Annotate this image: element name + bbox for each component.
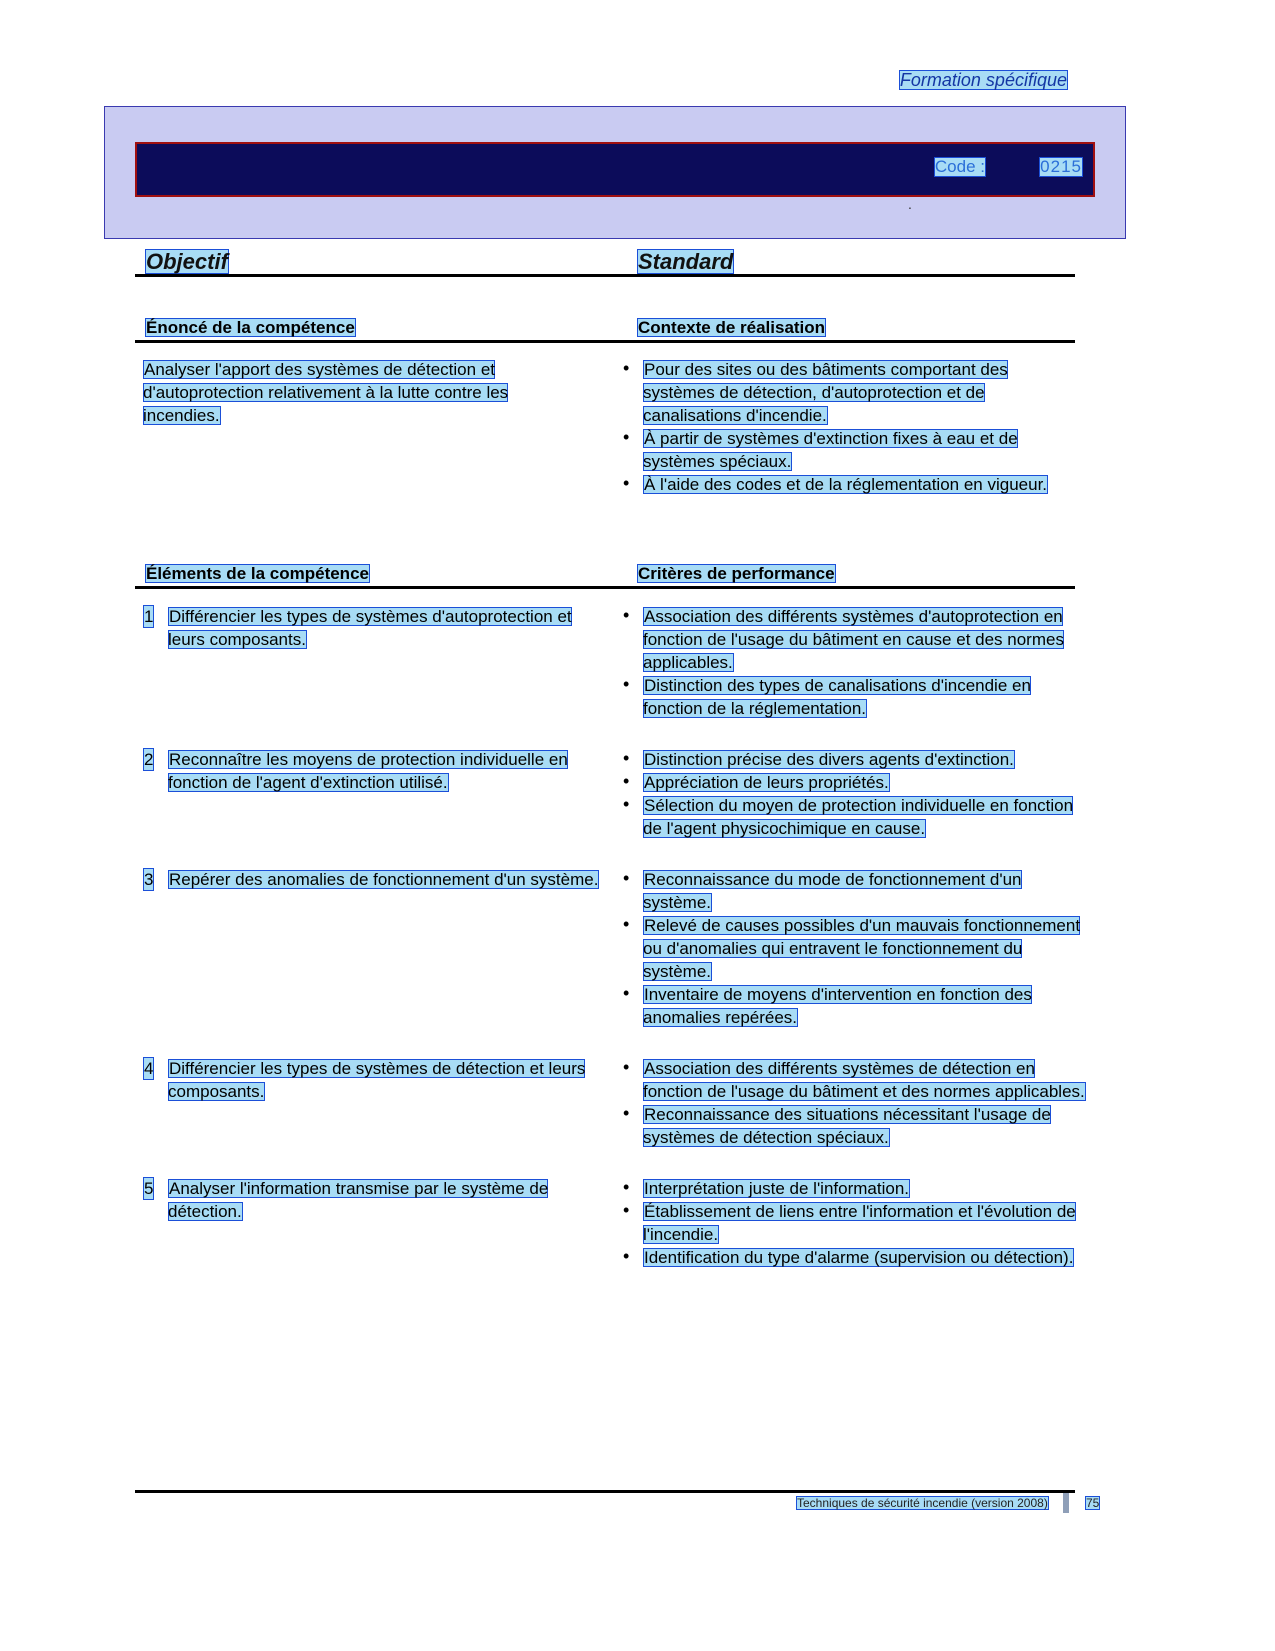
- contexte-item-0: Pour des sites ou des bâtiments comportant des systèmes de détection, d'autoprotection et de canalisations d'incendie.: [643, 360, 1008, 425]
- critere-text: Association des différents systèmes de détection en fonction de l'usage du bâtiment et des normes applicables.: [643, 1059, 1085, 1101]
- list-item: [621, 1200, 1091, 1246]
- element-text: Différencier les types de systèmes d'autoprotection et leurs composants.: [168, 607, 572, 649]
- list-item: [621, 748, 1091, 771]
- list-item: [621, 1246, 1091, 1269]
- code-value: 0215: [1040, 157, 1082, 176]
- section-heading-elements: [145, 564, 370, 584]
- table-row: [0, 1057, 1275, 1149]
- element-number: 2: [144, 750, 154, 769]
- element-number: 1: [144, 607, 154, 626]
- element-number: 5: [144, 1179, 154, 1198]
- list-item: [621, 473, 1081, 496]
- list-item: [621, 771, 1091, 794]
- criteres-cell: [621, 868, 1091, 1029]
- criteres-cell: [621, 748, 1091, 840]
- contexte-body: [621, 358, 1081, 496]
- criteres-cell: [621, 1177, 1091, 1269]
- critere-text: Association des différents systèmes d'autoprotection en fonction de l'usage du bâtiment en cause et des normes applicables.: [643, 607, 1064, 672]
- critere-text: Sélection du moyen de protection individuelle en fonction de l'agent physicochimique en cause.: [643, 796, 1074, 838]
- section-heading-criteres: [637, 564, 836, 584]
- table-row: [0, 748, 1275, 840]
- critere-text: Interprétation juste de l'information.: [644, 1179, 910, 1198]
- critere-text: Inventaire de moyens d'intervention en fonction des anomalies repérées.: [643, 985, 1032, 1027]
- element-text: Repérer des anomalies de fonctionnement d'un système.: [169, 870, 599, 889]
- element-number: 3: [144, 870, 154, 889]
- critere-text: Relevé de causes possibles d'un mauvais fonctionnement ou d'anomalies qui entravent le fonctionnement du système.: [643, 916, 1081, 981]
- enonce-text: Analyser l'apport des systèmes de détection et d'autoprotection relativement à la lutte contre les incendies.: [143, 360, 509, 425]
- objectif-text: Objectif: [146, 249, 228, 274]
- critere-text: Distinction des types de canalisations d'incendie en fonction de la réglementation.: [643, 676, 1031, 718]
- element-cell: [143, 748, 613, 840]
- critere-text: Distinction précise des divers agents d'extinction.: [644, 750, 1014, 769]
- footer-source-text: Techniques de sécurité incendie (version 2008): [797, 1496, 1048, 1510]
- element-text: Reconnaître les moyens de protection individuelle en fonction de l'agent d'extinction utilisé.: [168, 750, 568, 792]
- critere-text: Appréciation de leurs propriétés.: [644, 773, 889, 792]
- list-item: [621, 794, 1091, 840]
- table-row: [0, 868, 1275, 1029]
- divider-enonce: [135, 340, 1075, 343]
- critere-text: Identification du type d'alarme (supervision ou détection).: [644, 1248, 1074, 1267]
- criteres-cell: [621, 605, 1091, 720]
- column-heading-objectif: [145, 249, 229, 275]
- contexte-item-1: À partir de systèmes d'extinction fixes à eau et de systèmes spéciaux.: [643, 429, 1018, 471]
- element-text: Différencier les types de systèmes de détection et leurs composants.: [168, 1059, 586, 1101]
- page-number-text: 75: [1086, 1496, 1100, 1510]
- list-item: [621, 1057, 1091, 1103]
- criteres-list: [621, 1057, 1091, 1149]
- criteres-list: [621, 868, 1091, 1029]
- contexte-heading-text: Contexte de réalisation: [638, 318, 826, 337]
- element-cell: [143, 1177, 613, 1269]
- column-heading-standard: [637, 249, 734, 275]
- element-number: 4: [144, 1059, 154, 1078]
- list-item: [621, 605, 1091, 674]
- list-item: [621, 914, 1091, 983]
- criteres-list: [621, 605, 1091, 720]
- enonce-body: [143, 358, 563, 427]
- section-heading-contexte: [637, 318, 826, 338]
- table-row: [0, 1177, 1275, 1269]
- standard-text: Standard: [638, 249, 734, 274]
- element-cell: [143, 605, 613, 720]
- code-label: Code :: [934, 157, 985, 176]
- critere-text: Reconnaissance des situations nécessitant l'usage de systèmes de détection spéciaux.: [643, 1105, 1051, 1147]
- criteres-cell: [621, 1057, 1091, 1149]
- critere-text: Reconnaissance du mode de fonctionnement d'un système.: [643, 870, 1022, 912]
- criteres-heading-text: Critères de performance: [638, 564, 835, 583]
- enonce-heading-text: Énoncé de la compétence: [146, 318, 355, 337]
- code-band-dot: .: [908, 196, 912, 212]
- divider-top: [135, 274, 1075, 277]
- contexte-item-2: À l'aide des codes et de la réglementation en vigueur.: [644, 475, 1048, 494]
- contexte-list: [621, 358, 1081, 496]
- divider-footer: [135, 1490, 1075, 1493]
- element-cell: [143, 868, 613, 1029]
- section-heading-enonce: [145, 318, 356, 338]
- competences-grid: [0, 605, 1275, 1269]
- table-row: [0, 605, 1275, 720]
- element-cell: [143, 1057, 613, 1149]
- footer-source: [796, 1496, 1049, 1510]
- page-number: [1085, 1496, 1100, 1510]
- list-item: [621, 358, 1081, 427]
- list-item: [621, 1177, 1091, 1200]
- list-item: [621, 868, 1091, 914]
- element-text: Analyser l'information transmise par le système de détection.: [168, 1179, 549, 1221]
- criteres-list: [621, 1177, 1091, 1269]
- elements-heading-text: Éléments de la compétence: [146, 564, 369, 583]
- list-item: [621, 674, 1091, 720]
- formation-specifique-label: [899, 70, 1068, 91]
- list-item: [621, 427, 1081, 473]
- formation-specifique-text: Formation spécifique: [899, 70, 1067, 90]
- critere-text: Établissement de liens entre l'information et l'évolution de l'incendie.: [643, 1202, 1076, 1244]
- code-banner: [104, 106, 1126, 239]
- list-item: [621, 983, 1091, 1029]
- footer-separator: [1063, 1493, 1069, 1513]
- list-item: [621, 1103, 1091, 1149]
- divider-elements: [135, 586, 1075, 589]
- code-banner-inner: [135, 142, 1095, 197]
- criteres-list: [621, 748, 1091, 840]
